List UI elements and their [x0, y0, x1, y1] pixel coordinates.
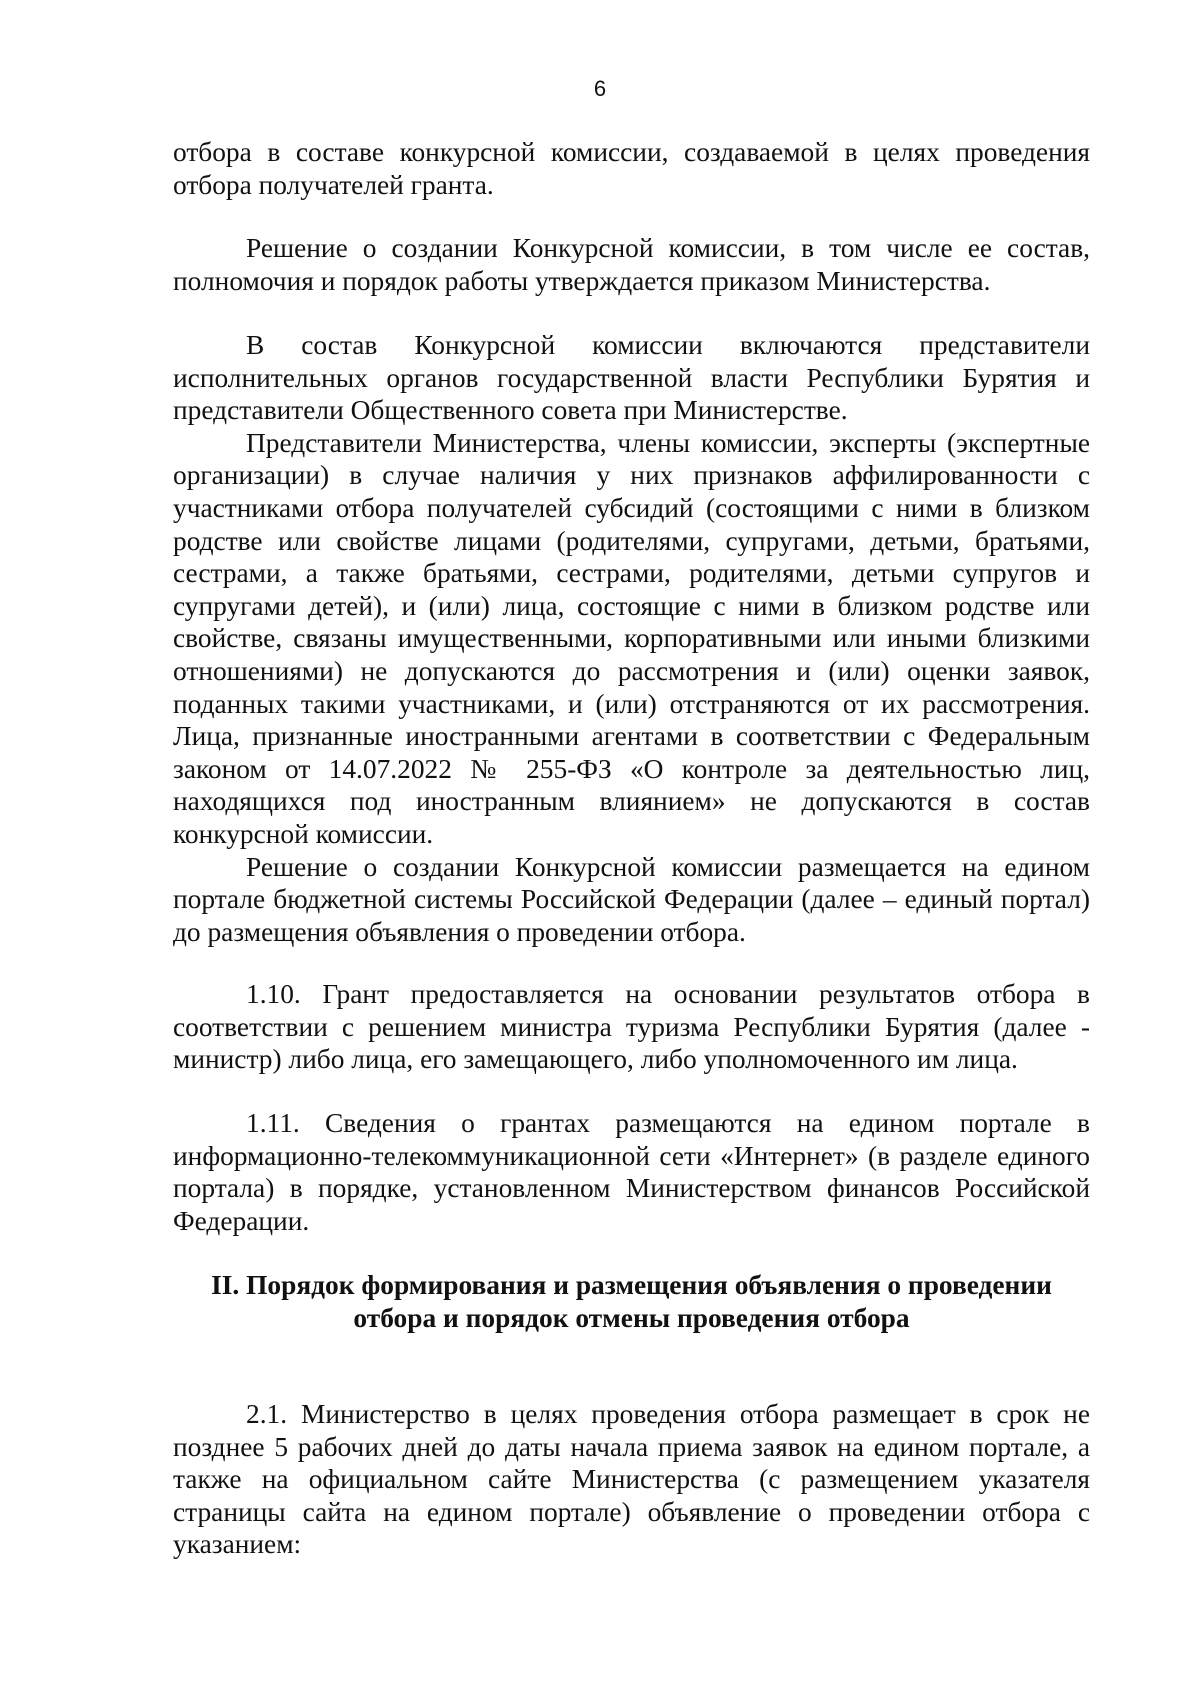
text-block-1 [173, 136, 1090, 201]
paragraph-commission-publication: Решение о создании Конкурсной комиссии размещается на едином портале бюджетной системы Российской Федерации (далее – единый портал) до размещения объявления о проведении отбора. [173, 851, 1090, 947]
section-heading-line-1: II. Порядок формирования и размещения объявления о проведении [211, 1270, 1052, 1300]
text-block-6 [173, 1398, 1090, 1561]
text-block-3 [173, 329, 1090, 948]
paragraph-commission-members: В состав Конкурсной комиссии включаются представители исполнительных органов государственной власти Республики Бурятия и представители Общественного совета при Министерстве. [173, 330, 1090, 426]
paragraph-continuation: отбора в составе конкурсной комиссии, создаваемой в целях проведения отбора получателей гранта. [173, 137, 1090, 200]
section-heading-line-2: отбора и порядок отмены проведения отбора [353, 1302, 910, 1333]
section-heading [173, 1269, 1090, 1334]
paragraph-commission-decision: Решение о создании Конкурсной комиссии, в том числе ее состав, полномочия и порядок работы утверждается приказом Министерства. [173, 233, 1090, 296]
paragraph-1-10: 1.10. Грант предоставляется на основании результатов отбора в соответствии с решением министра туризма Республики Бурятия (далее - министр) либо лица, его замещающего, либо уполномоченного им лица. [173, 979, 1090, 1075]
text-block-2 [173, 232, 1090, 297]
page-number: 6 [593, 76, 607, 101]
paragraph-2-1: 2.1. Министерство в целях проведения отбора размещает в срок не позднее 5 рабочих дней до даты начала приема заявок на едином портале, а также на официальном сайте Министерства (с размещением указателя страницы сайта на едином портале) объявление о проведении отбора с указанием: [173, 1399, 1090, 1560]
text-block-5 [173, 1107, 1090, 1237]
paragraph-1-11: 1.11. Сведения о грантах размещаются на едином портале в информационно-телекоммуникационной сети «Интернет» (в разделе единого портала) в порядке, установленном Министерством финансов Российской Федерации. [173, 1108, 1090, 1236]
paragraph-affiliation: Представители Министерства, члены комиссии, эксперты (экспертные организации) в случае наличия у них признаков аффилированности с участниками отбора получателей субсидий (состоящими с ними в близком родстве или свойстве лицами (родителями, супругами, детьми, братьями, сестрами, а также братьями, сестрами, родителями, детьми супругов и супругами детей), и (или) лица, состоящие с ними в близком родстве или свойстве, связаны имущественными, корпоративными или иными близкими отношениями) не допускаются до рассмотрения и (или) оценки заявок, поданных такими участниками, и (или) отстраняются от их рассмотрения. Лица, признанные иностранными агентами в соответствии с Федеральным законом от 14.07.2022 № 255-ФЗ «О контроле за деятельностью лиц, находящихся под иностранным влиянием» не допускаются в состав конкурсной комиссии. [173, 427, 1090, 849]
text-block-4 [173, 978, 1090, 1076]
